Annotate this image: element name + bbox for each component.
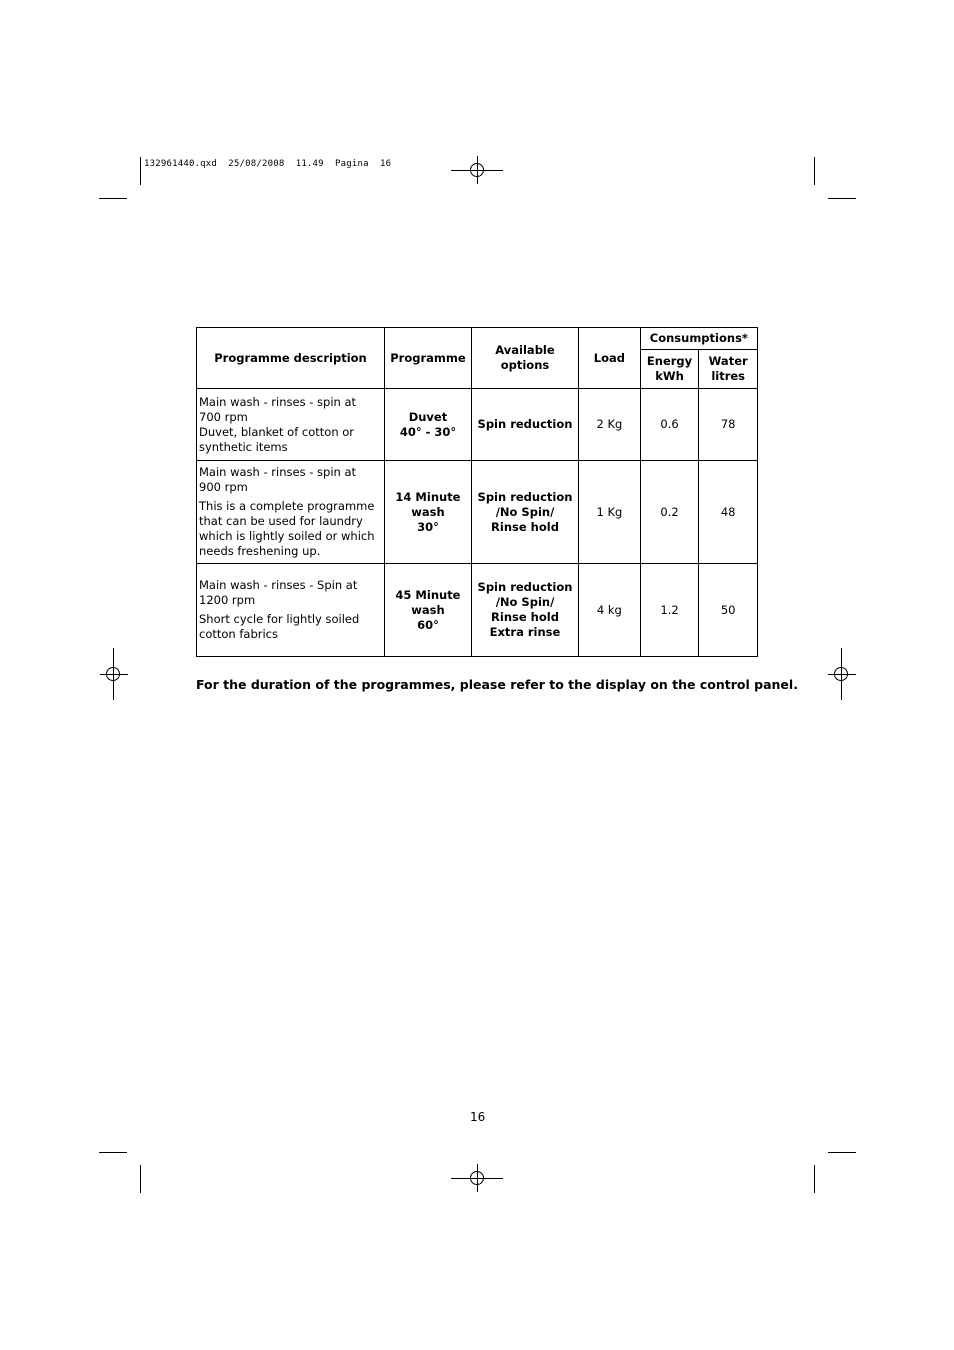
load-cell: 1 Kg <box>579 461 641 564</box>
crop-mark-bottom-right-vertical <box>814 1165 815 1193</box>
programme-description-cell <box>197 461 385 564</box>
programme-line: wash <box>411 504 445 519</box>
programme-line: 45 Minute <box>395 587 461 602</box>
available-options-cell <box>471 564 578 657</box>
water-cell: 78 <box>699 389 758 461</box>
description-line: Duvet, blanket of cotton or synthetic items <box>199 424 355 454</box>
crop-mark-bottom-left-vertical <box>140 1165 141 1193</box>
option-line: Rinse hold <box>491 519 559 534</box>
programme-line: 60° <box>417 617 439 632</box>
option-line: Extra rinse <box>489 625 561 639</box>
table-row <box>197 389 758 461</box>
energy-cell: 1.2 <box>640 564 699 657</box>
option-line: Spin reduction <box>477 489 573 504</box>
header-water <box>699 350 758 389</box>
programme-table <box>196 327 758 657</box>
description-line: Short cycle for lightly soiled cotton fabrics <box>199 612 360 641</box>
crop-mark-top-right-vertical <box>814 157 815 185</box>
energy-cell: 0.6 <box>640 389 699 461</box>
description-line: Main wash - rinses - spin at 700 rpm <box>199 394 357 424</box>
crop-mark-bottom-right-horizontal <box>828 1152 856 1153</box>
programme-line: 40° - 30° <box>399 424 457 439</box>
option-line: /No Spin/ <box>495 504 555 519</box>
crop-mark-top-left-horizontal <box>99 198 127 199</box>
programme-description-cell <box>197 389 385 461</box>
available-options-cell <box>471 461 578 564</box>
programme-name-cell <box>385 564 472 657</box>
programme-line: wash <box>411 602 445 617</box>
programme-description-cell <box>197 564 385 657</box>
header-programme: Programme <box>385 328 472 389</box>
header-energy-line1: Energy <box>646 354 693 368</box>
description-line: Main wash - rinses - Spin at 1200 rpm <box>199 578 358 607</box>
header-consumptions: Consumptions* <box>640 328 757 350</box>
programme-line: 30° <box>417 519 439 534</box>
duration-note: For the duration of the programmes, please refer to the display on the control panel. <box>196 677 798 692</box>
crop-mark-top-left-vertical <box>140 157 141 185</box>
programme-line: 14 Minute <box>395 489 461 504</box>
option-line: Spin reduction <box>477 417 573 431</box>
header-water-line1: Water <box>708 354 748 368</box>
header-programme-description: Programme description <box>197 328 385 389</box>
crop-mark-bottom-left-horizontal <box>99 1152 127 1153</box>
header-load: Load <box>579 328 641 389</box>
description-line: Main wash - rinses - spin at 900 rpm <box>199 465 357 494</box>
energy-cell: 0.2 <box>640 461 699 564</box>
load-cell: 4 kg <box>579 564 641 657</box>
header-water-line2: litres <box>711 369 746 383</box>
programme-name-cell <box>385 389 472 461</box>
header-energy-line2: kWh <box>655 369 684 383</box>
load-cell: 2 Kg <box>579 389 641 461</box>
programme-name-cell <box>385 461 472 564</box>
page-number: 16 <box>470 1110 486 1124</box>
header-energy <box>640 350 699 389</box>
water-cell: 50 <box>699 564 758 657</box>
crop-mark-top-right-horizontal <box>828 198 856 199</box>
option-line: Spin reduction <box>477 580 573 594</box>
table-row <box>197 461 758 564</box>
description-line: This is a complete programme that can be used for laundry which is lightly soiled or which needs freshening up. <box>199 499 375 558</box>
programme-line: Duvet <box>408 409 448 424</box>
option-line: /No Spin/ <box>495 595 555 609</box>
table-row <box>197 564 758 657</box>
header-available-options: Available options <box>471 328 578 389</box>
water-cell: 48 <box>699 461 758 564</box>
available-options-cell <box>471 389 578 461</box>
option-line: Rinse hold <box>491 610 559 624</box>
print-slug: 132961440.qxd 25/08/2008 11.49 Pagina 16 <box>144 159 392 169</box>
